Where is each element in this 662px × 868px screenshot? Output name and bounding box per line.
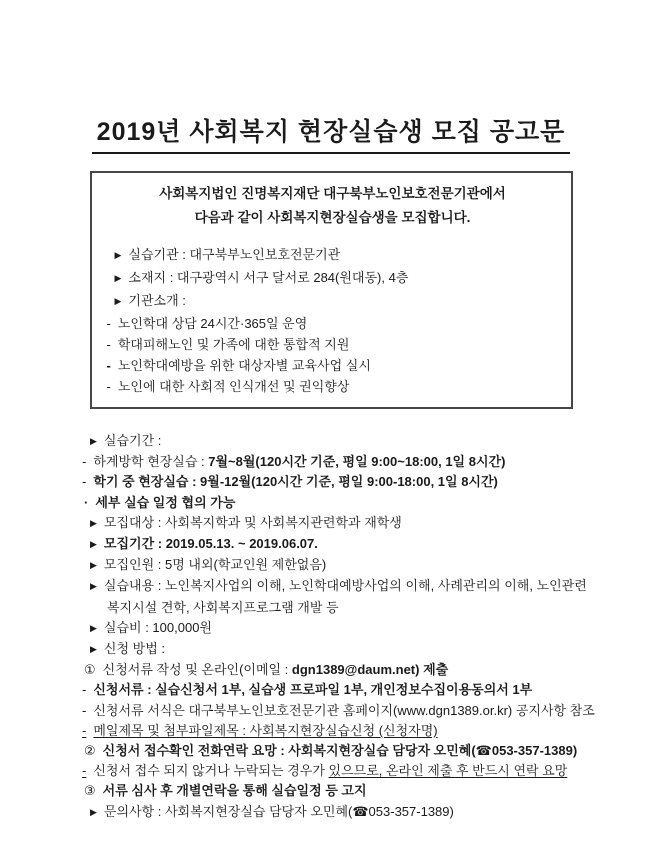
dash-bullet: - [82,682,87,698]
dash-bullet: - [82,722,87,738]
text-segment: 신청서류 서식은 대구북부노인보호전문기관 홈페이지(www.dgn1389.or.kr) 공지사항 참조 [93,702,595,718]
detail-line [80,639,590,660]
text-segment: 학기 중 현장실습 : 9월-12월(120시간 기준, 평일 9:00-18:00, 1일 8시간) [93,474,498,490]
arrow-bullet-icon: ▶ [114,250,122,260]
detail-line [80,802,590,823]
dash-bullet: - [106,337,111,352]
dash-bullet: - [106,358,111,373]
text-segment: 실습기관 : 대구북부노인보호전문기관 [128,247,341,262]
intro-box-items [105,244,561,397]
text-segment: 메일제목 및 첨부파일제목 : 사회복지현장실습신청 (신청자명) [93,722,438,738]
detail-line [80,513,590,534]
dash-bullet: - [82,702,87,718]
text-segment: 7월~8월(120시간 기준, 평일 9:00~18:00, 1일 8시간) [208,454,506,470]
circled-number-bullet: ② [84,743,96,759]
intro-box-header-line1: 사회복지법인 진명복지재단 대구북부노인보호전문기관에서 [159,186,506,201]
details-section [80,431,595,823]
text-segment: 모집인원 : 5명 내외(학교인원 제한없음) [103,557,327,573]
text-segment: ) 제출 [415,662,449,678]
detail-line [80,452,590,472]
detail-line [80,555,590,576]
detail-line [80,741,590,761]
circled-number-bullet: ③ [84,783,96,799]
text-segment: 기관소개 : [128,293,186,308]
intro-box-header [105,182,561,230]
detail-line [80,493,590,513]
dash-bullet: - [106,379,111,394]
text-segment: 노인학대예방을 위한 대상자별 교육사업 실시 [117,358,371,373]
detail-line [80,576,590,597]
text-segment: 신청서류 작성 및 온라인(이메일 : [102,662,292,678]
intro-box [90,171,573,409]
arrow-bullet-icon: ▶ [90,806,97,817]
text-segment: dgn1389@daum.net [291,662,416,678]
text-segment: 세부 실습 일정 협의 가능 [95,494,236,510]
detail-line [80,534,590,555]
dash-bullet: - [106,316,111,331]
text-segment: 하계방학 현장실습 : [93,454,209,470]
detail-line [80,618,590,639]
intro-box-item [105,334,561,355]
text-segment: 문의사항 : 사회복지현장실습 담당자 오민혜(☎053-357-1389) [103,803,454,819]
document-title: 2019년 사회복지 현장실습생 모집 공고문 [92,112,571,154]
arrow-bullet-icon: ▶ [90,622,97,633]
intro-box-header-line2: 다음과 같이 사회복지현장실습생을 모집합니다. [194,210,471,225]
detail-line [80,701,595,721]
detail-line [80,721,590,741]
intro-box-item [105,355,561,376]
intro-box-item [105,290,561,313]
detail-line [80,472,590,492]
dash-bullet: - [82,474,87,490]
arrow-bullet-icon: ▶ [90,539,97,550]
text-segment: 실습비 : 100,000원 [103,619,212,635]
arrow-bullet-icon: ▶ [90,644,97,655]
detail-line [80,781,590,801]
arrow-bullet-icon: ▶ [90,436,97,446]
intro-box-item [105,267,561,290]
text-segment: 신청서 접수 되지 않거나 누락되는 경우가 [93,763,329,779]
arrow-bullet-icon: ▶ [90,560,97,571]
intro-box-item [105,244,561,267]
detail-line [80,598,590,618]
text-segment: 있으므로, 온라인 제출 후 반드시 연락 요망 [328,763,568,779]
detail-line [80,761,590,781]
detail-line [80,660,590,680]
arrow-bullet-icon: ▶ [90,517,97,528]
detail-line [80,431,590,452]
text-segment: 서류 심사 후 개별연락을 통해 실습일정 등 고지 [102,783,367,799]
arrow-bullet-icon: ▶ [114,273,122,283]
text-segment: 소재지 : 대구광역시 서구 달서로 284(원대동), 4층 [128,270,409,285]
circled-number-bullet: ① [84,662,96,678]
arrow-bullet-icon: ▶ [90,581,97,592]
text-segment: 모집기간 : 2019.05.13. ~ 2019.06.07. [103,536,318,552]
text-segment: 실습내용 : 노인복지사업의 이해, 노인학대예방사업의 이해, 사례관리의 이해, 노인관련 [103,578,587,594]
text-segment: 노인학대 상담 24시간·365일 운영 [117,316,308,331]
text-segment: 신청 방법 : [103,641,165,657]
dash-bullet: - [82,763,87,779]
dot-bullet: · [84,494,89,510]
text-segment: 모집대상 : 사회복지학과 및 사회복지관련학과 재학생 [103,514,402,530]
text-segment: 학대피해노인 및 가족에 대한 통합적 지원 [117,337,350,352]
text-segment: 신청서류 : 실습신청서 1부, 실습생 프로파일 1부, 개인정보수집이용동의서 1부 [93,682,533,698]
text-segment: 노인에 대한 사회적 인식개선 및 권익향상 [117,379,350,394]
text-segment: 신청서 접수확인 전화연락 요망 : 사회복지현장실습 담당자 오민혜(☎053-357-1389) [102,743,578,759]
intro-box-item [105,376,561,397]
dash-bullet: - [82,454,87,470]
intro-box-item [105,313,561,334]
arrow-bullet-icon: ▶ [114,296,122,306]
detail-line [80,680,590,700]
text-segment: 복지시설 견학, 사회복지프로그램 개발 등 [107,599,339,615]
text-segment: 실습기간 : [103,433,162,448]
